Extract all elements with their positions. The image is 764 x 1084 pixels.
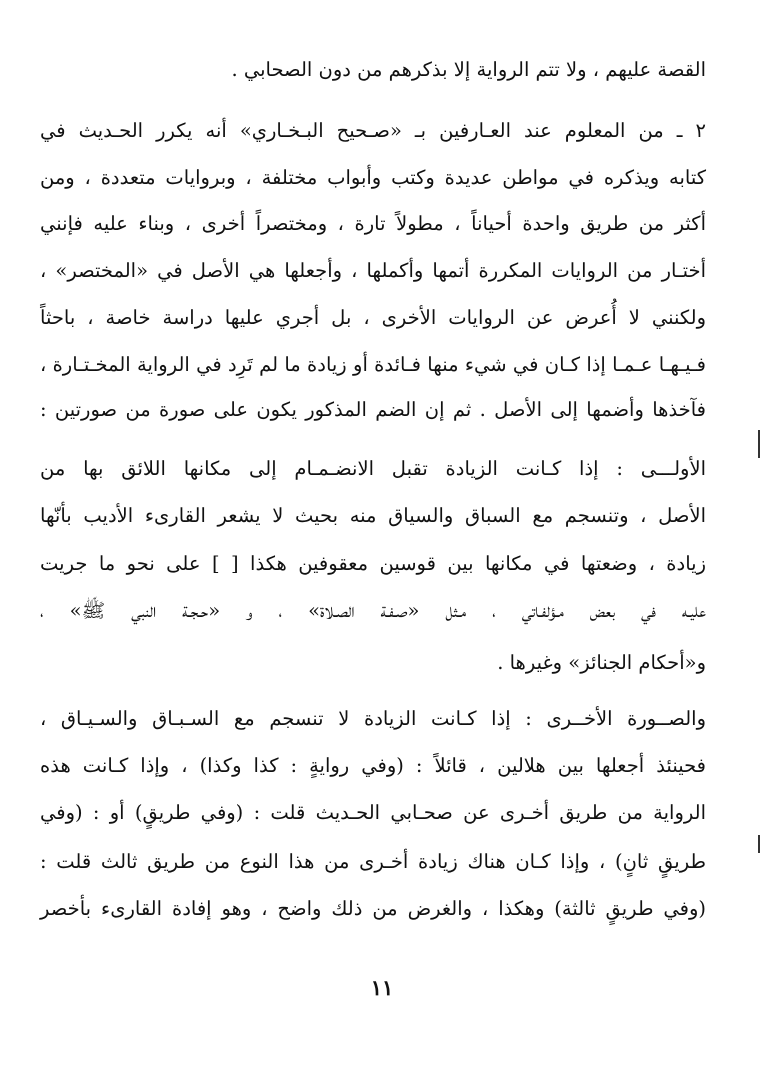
text-line: القصة عليهم ، ولا تتم الرواية إلا بذكرهم من دون الصحابي . [231, 58, 706, 81]
text-line: أختـار من الروايات المكررة أتمها وأكملها ، وأجعلها هي الأصل في «المختصر» ، [40, 259, 706, 282]
scan-edge-mark [758, 835, 760, 853]
text-line: فـيـهـا عـمـا إذا كـان في شيء منها فـائدة أو زيادة ما لم تَرِد في الرواية المخـتـارة ، [40, 353, 706, 376]
text-line: والصــورة الأخــرى : إذا كـانت الزيادة لا تنسجم مع السـبـاق والسـيـاق ، [40, 707, 706, 730]
text-line: فآخذها وأضمها إلى الأصل . ثم إن الضم المذكور يكون على صورة من صورتين : [40, 398, 706, 421]
text-line: زيادة ، وضعتها في مكانها بين قوسين معقوفين هكذا [ ] على نحو ما جريت [40, 552, 706, 575]
scan-edge-mark [758, 430, 760, 458]
text-line: ولكنني لا أُعرض عن الروايات الأخرى ، بل أجري عليها دراسة خاصة ، باحثاً [40, 306, 706, 329]
page-number: ١١ [370, 975, 394, 1000]
text-line: عليـه في بعض مـؤلفـاتي ، مـثل «صـفـة الصـلاة» ، و «حـجـة النبي ﷺ» ، [40, 599, 706, 622]
text-line: أكثر من طريق واحدة أحياناً ، مطولاً تارة ، ومختصراً أخرى ، وبناء عليه فإنني [40, 212, 706, 235]
text-line: الرواية من طريق أخـرى عن صحـابي الحـديث قلت : (وفي طريقٍ) أو : (وفي [40, 801, 706, 824]
text-line: الأولـــى : إذا كـانت الزيادة تقبل الانضـمـام إلى مكانها اللائق بها من [40, 457, 706, 480]
text-line: الأصل ، وتنسجم مع السباق والسياق منه بحيث لا يشعر القارىء الأديب بأنّها [40, 504, 706, 527]
text-line: فحينئذ أجعلها بين هلالين ، قائلاً : (وفي روايةٍ : كذا وكذا) ، وإذا كـانت هذه [40, 754, 706, 777]
text-line: كتابه ويذكره في مواطن عديدة وكتب وأبواب مختلفة ، وبروايات متعددة ، ومن [40, 166, 706, 189]
text-line: (وفي طريقٍ ثالثة) وهكذا ، والغرض من ذلك واضح ، وهو إفادة القارىء بأخصر [40, 897, 706, 920]
text-line: و«أحكام الجنائز» وغيرها . [497, 651, 706, 674]
text-line: طريقٍ ثانٍ) ، وإذا كـان هناك زيادة أخـرى من هذا النوع من طريق ثالث قلت : [40, 850, 706, 873]
text-line: ٢ ـ من المعلوم عند العـارفين بـ «صـحيح البـخـاري» أنه يكرر الحـديث في [40, 119, 706, 142]
